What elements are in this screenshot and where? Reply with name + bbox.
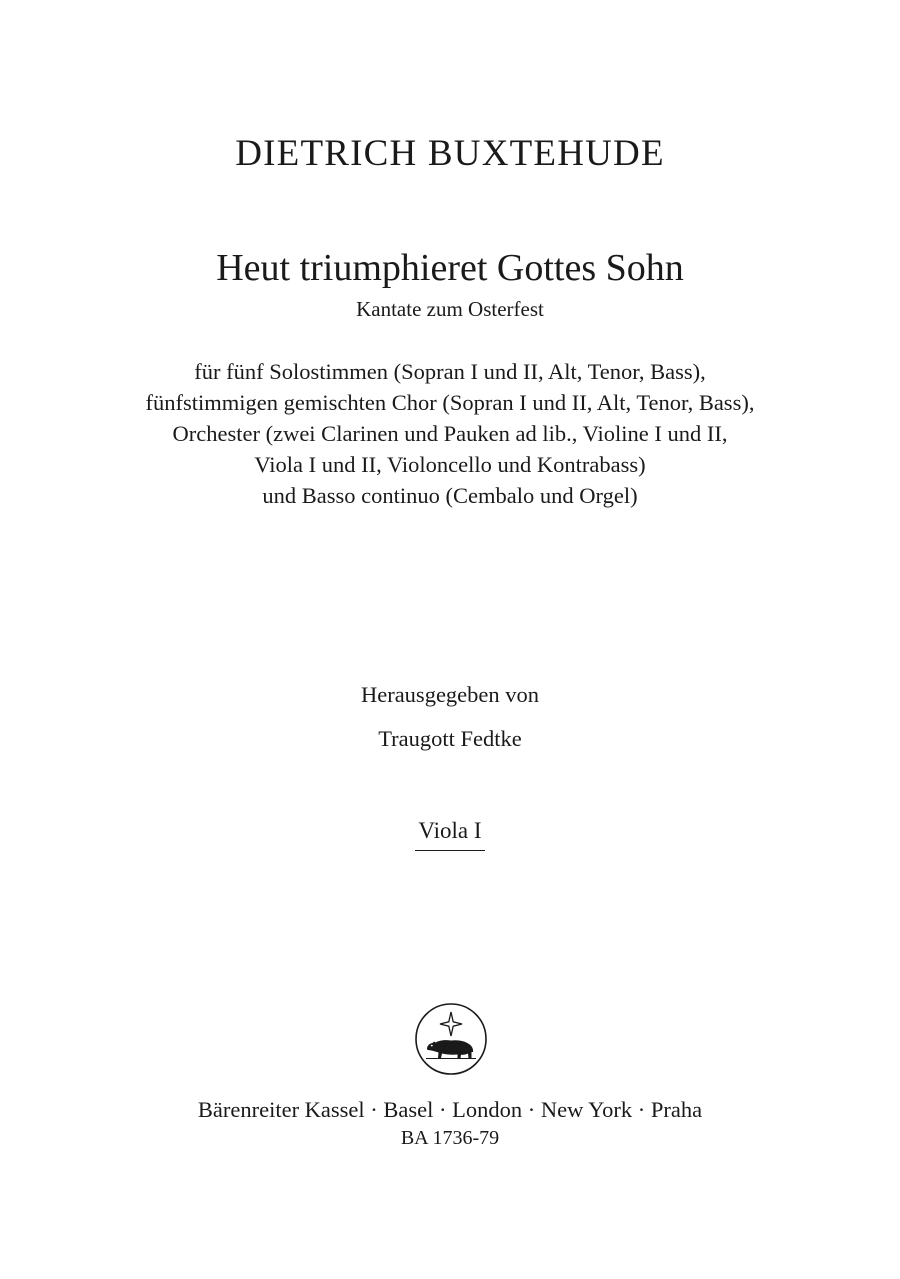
part-designation [0, 818, 900, 851]
scoring-line: für fünf Solostimmen (Sopran I und II, Alt, Tenor, Bass), [194, 359, 706, 384]
catalog-number: BA 1736-79 [400, 1127, 500, 1149]
work-subtitle: Kantate zum Osterfest [356, 297, 544, 321]
editor-name: Traugott Fedtke [378, 726, 522, 751]
part-label: Viola I [415, 818, 484, 851]
baerenreiter-bear-star-logo-icon [414, 1002, 488, 1076]
composer-name: DIETRICH BUXTEHUDE [235, 133, 665, 174]
scoring-line: Viola I und II, Violoncello und Kontrabass) [254, 452, 646, 477]
scoring-description [0, 356, 900, 511]
scoring-line: fünfstimmigen gemischten Chor (Sopran I und II, Alt, Tenor, Bass), [145, 390, 755, 415]
scoring-line: Orchester (zwei Clarinen und Pauken ad lib., Violine I und II, [172, 421, 728, 446]
publisher-imprint: Bärenreiter Kassel · Basel · London · New York · Praha [197, 1097, 703, 1122]
scoring-line: und Basso continuo (Cembalo und Orgel) [262, 483, 638, 508]
editor-label: Herausgegeben von [360, 682, 540, 707]
work-title: Heut triumphieret Gottes Sohn [216, 247, 684, 289]
